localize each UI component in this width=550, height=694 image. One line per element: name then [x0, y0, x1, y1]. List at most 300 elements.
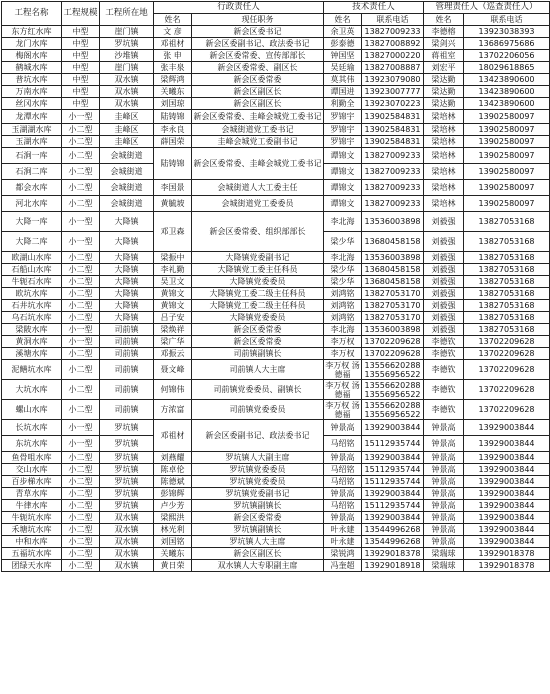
cell-location: 双水镇 — [100, 512, 154, 524]
cell-tech-phone: 13827009233 — [362, 164, 424, 180]
cell-tech-phone: 13827009233 — [362, 196, 424, 212]
cell-location: 罗坑镇 — [100, 452, 154, 464]
cell-location: 双水镇 — [100, 536, 154, 548]
cell-mgmt-name: 李德钦 — [424, 400, 464, 420]
cell-tech-phone: 13827053170 — [362, 312, 424, 324]
cell-mgmt-phone: 13929003844 — [464, 524, 550, 536]
cell-scale: 小二型 — [62, 252, 100, 264]
cell-mgmt-name: 梁剑兴 — [424, 38, 464, 50]
cell-mgmt-name: 梁瑞球 — [424, 548, 464, 560]
cell-admin-name: 陆铸锦 — [154, 110, 192, 124]
cell-name: 丝冈水库 — [2, 98, 62, 110]
subheader-tech-phone: 联系电话 — [362, 14, 424, 26]
cell-name: 东方红水库 — [2, 26, 62, 38]
cell-admin-duty: 新会区委常委、圭峰会城党工委书记 — [192, 148, 324, 180]
cell-admin-duty: 大降镇党委委员 — [192, 312, 324, 324]
cell-tech-phone: 13902584831 — [362, 136, 424, 148]
cell-location: 双水镇 — [100, 548, 154, 560]
cell-scale: 小二型 — [62, 380, 100, 400]
cell-mgmt-name: 刘毅强 — [424, 300, 464, 312]
cell-mgmt-name: 刘毅强 — [424, 252, 464, 264]
cell-scale: 小一型 — [62, 212, 100, 232]
cell-tech-name: 梁少华 — [324, 264, 362, 276]
cell-tech-phone: 13827009233 — [362, 148, 424, 164]
subheader-admin-duty: 现任职务 — [192, 14, 324, 26]
cell-mgmt-name: 李德钦 — [424, 348, 464, 360]
cell-tech-name: 谭国进 — [324, 86, 362, 98]
cell-admin-name: 方浓富 — [154, 400, 192, 420]
cell-mgmt-name: 钟景高 — [424, 536, 464, 548]
cell-admin-name: 邓振云 — [154, 348, 192, 360]
cell-location: 罗坑镇 — [100, 488, 154, 500]
cell-location: 司前镇 — [100, 380, 154, 400]
cell-mgmt-name: 钟景高 — [424, 420, 464, 436]
cell-admin-duty: 新会区副区长 — [192, 98, 324, 110]
table-row — [2, 500, 550, 512]
cell-mgmt-name: 钟景高 — [424, 524, 464, 536]
cell-mgmt-name: 梁培林 — [424, 124, 464, 136]
cell-name: 大降二库 — [2, 232, 62, 252]
cell-location: 会城街道 — [100, 148, 154, 164]
cell-mgmt-phone: 13902580097 — [464, 110, 550, 124]
cell-admin-name: 陈卓伦 — [154, 464, 192, 476]
cell-admin-duty: 新会区委常委、宣传部部长 — [192, 50, 324, 62]
cell-admin-name: 李国景 — [154, 180, 192, 196]
cell-admin-duty: 新会区委书记 — [192, 26, 324, 38]
cell-admin-duty: 罗坑镇副镇长 — [192, 524, 324, 536]
cell-location: 会城街道 — [100, 196, 154, 212]
cell-mgmt-phone: 13827053168 — [464, 288, 550, 300]
cell-name: 乌石坑水库 — [2, 312, 62, 324]
cell-admin-name: 林光利 — [154, 524, 192, 536]
cell-admin-name: 邓祖材 — [154, 38, 192, 50]
cell-tech-name: 钟景高 — [324, 420, 362, 436]
cell-name: 牛轭坑水库 — [2, 512, 62, 524]
table-row — [2, 212, 550, 232]
cell-tech-name: 冯奎超 — [324, 560, 362, 572]
cell-mgmt-name: 梁达勤 — [424, 86, 464, 98]
header-tech: 技术责任人 — [324, 2, 424, 14]
cell-scale: 中型 — [62, 26, 100, 38]
header-scale: 工程规模 — [62, 2, 100, 26]
cell-name: 玉湖水库 — [2, 136, 62, 148]
cell-scale: 小二型 — [62, 500, 100, 512]
cell-location: 大降镇 — [100, 288, 154, 300]
cell-tech-name: 李万权 汤德福 — [325, 400, 360, 419]
cell-tech-name: 余卫英 — [324, 26, 362, 38]
cell-admin-duty: 会城街道党工委委员 — [192, 196, 324, 212]
cell-mgmt-phone: 13929003844 — [464, 452, 550, 464]
table-row — [2, 452, 550, 464]
cell-mgmt-name: 梁达勤 — [424, 74, 464, 86]
cell-scale: 小二型 — [62, 536, 100, 548]
cell-tech-name: 李北海 — [324, 324, 362, 336]
cell-tech-phone: 13929003844 — [362, 452, 424, 464]
cell-admin-duty: 罗坑镇党委委员 — [192, 464, 324, 476]
table-row — [2, 74, 550, 86]
cell-tech-phone: 13929018378 — [362, 548, 424, 560]
cell-admin-duty: 罗坑镇党委委员 — [192, 476, 324, 488]
cell-admin-name: 吴卫文 — [154, 276, 192, 288]
cell-tech-phone: 13827008887 — [362, 62, 424, 74]
cell-location: 罗坑镇 — [100, 420, 154, 436]
table-row — [2, 86, 550, 98]
cell-location: 双水镇 — [100, 98, 154, 110]
cell-mgmt-name: 梁培林 — [424, 164, 464, 180]
cell-tech-phone: 13544996268 — [362, 536, 424, 548]
cell-tech-name: 马绍铭 — [324, 436, 362, 452]
cell-admin-name: 梁焕祥 — [154, 324, 192, 336]
cell-mgmt-name: 刘毅强 — [424, 232, 464, 252]
cell-mgmt-phone: 13827053168 — [464, 264, 550, 276]
cell-tech-phone: 13827053170 — [362, 300, 424, 312]
cell-admin-name: 彭锦辉 — [154, 488, 192, 500]
cell-name: 石涧二库 — [2, 164, 62, 180]
cell-scale: 小二型 — [62, 400, 100, 420]
cell-tech-phone: 13556620288 13556956522 — [362, 380, 424, 400]
cell-mgmt-phone: 13423890600 — [464, 86, 550, 98]
cell-tech-phone: 13702209628 — [362, 348, 424, 360]
cell-mgmt-name: 钟景高 — [424, 452, 464, 464]
cell-scale: 小二型 — [62, 476, 100, 488]
cell-admin-name: 刘国琼 — [154, 98, 192, 110]
cell-mgmt-name: 刘毅强 — [424, 324, 464, 336]
table-row — [2, 288, 550, 300]
cell-mgmt-name: 李德钦 — [424, 360, 464, 380]
cell-admin-duty: 新会区委常委、圭峰会城党工委书记 — [192, 110, 324, 124]
cell-scale: 小二型 — [62, 180, 100, 196]
cell-admin-duty: 司前镇副镇长 — [192, 348, 324, 360]
cell-scale: 小二型 — [62, 548, 100, 560]
cell-name: 中和水库 — [2, 536, 62, 548]
cell-admin-duty: 新会区委常委、组织部部长 — [192, 212, 324, 252]
table-row — [2, 348, 550, 360]
cell-tech-phone: 13536003898 — [362, 324, 424, 336]
cell-mgmt-phone: 13902580097 — [464, 136, 550, 148]
cell-admin-name: 关曦东 — [154, 548, 192, 560]
cell-tech-name: 李万权 — [324, 336, 362, 348]
cell-name: 螺山水库 — [2, 400, 62, 420]
header-location: 工程所在地 — [100, 2, 154, 26]
cell-mgmt-name: 钟景高 — [424, 500, 464, 512]
cell-scale: 中型 — [62, 62, 100, 74]
cell-location: 大降镇 — [100, 300, 154, 312]
cell-admin-name: 聂文峰 — [154, 360, 192, 380]
cell-scale: 小二型 — [62, 136, 100, 148]
cell-mgmt-phone: 13929003844 — [464, 488, 550, 500]
cell-tech-name: 利勤全 — [324, 98, 362, 110]
table-row — [2, 312, 550, 324]
cell-name: 百步梯水库 — [2, 476, 62, 488]
table-row — [2, 524, 550, 536]
cell-name: 万南水库 — [2, 86, 62, 98]
cell-name: 石井坑水库 — [2, 300, 62, 312]
cell-name: 玉湖湖水库 — [2, 124, 62, 136]
cell-mgmt-name: 李德钦 — [424, 380, 464, 400]
cell-name: 河北水库 — [2, 196, 62, 212]
cell-scale: 中型 — [62, 98, 100, 110]
cell-location: 大降镇 — [100, 312, 154, 324]
cell-location: 司前镇 — [100, 324, 154, 336]
cell-location: 大降镇 — [100, 276, 154, 288]
cell-mgmt-name: 刘毅强 — [424, 212, 464, 232]
reservoir-responsibility-table — [1, 1, 550, 572]
cell-admin-duty: 新会区委常委 — [192, 324, 324, 336]
table-body — [2, 26, 550, 572]
cell-mgmt-phone: 13902580097 — [464, 164, 550, 180]
cell-mgmt-name: 梁培林 — [424, 180, 464, 196]
cell-name: 青草水库 — [2, 488, 62, 500]
cell-mgmt-phone: 13929003844 — [464, 464, 550, 476]
cell-mgmt-name: 刘宏平 — [424, 62, 464, 74]
cell-mgmt-phone: 13702206056 — [464, 50, 550, 62]
cell-name: 牛轭石水库 — [2, 276, 62, 288]
cell-scale: 小二型 — [62, 560, 100, 572]
cell-mgmt-phone: 13902580097 — [464, 124, 550, 136]
cell-tech-phone: 13536003898 — [362, 212, 424, 232]
cell-mgmt-phone: 13902580097 — [464, 148, 550, 164]
cell-location: 大降镇 — [100, 252, 154, 264]
cell-location: 司前镇 — [100, 348, 154, 360]
cell-tech-name: 李万权 汤德福 — [325, 380, 360, 399]
cell-admin-name: 梁辉鸿 — [154, 74, 192, 86]
cell-name: 黄洞水库 — [2, 336, 62, 348]
cell-admin-duty: 大降镇党工委主任科员 — [192, 264, 324, 276]
cell-admin-duty: 新会区委副书记、政法委书记 — [192, 420, 324, 452]
cell-name: 欧坑水库 — [2, 288, 62, 300]
cell-tech-name: 梁少华 — [324, 232, 362, 252]
cell-location: 双水镇 — [100, 524, 154, 536]
cell-mgmt-name: 钟景高 — [424, 512, 464, 524]
cell-tech-phone: 13827008892 — [362, 38, 424, 50]
cell-tech-name: 罗锦宇 — [324, 136, 362, 148]
cell-admin-duty: 会城街道人大工委主任 — [192, 180, 324, 196]
subheader-admin-name: 姓名 — [154, 14, 192, 26]
table-row — [2, 98, 550, 110]
cell-tech-phone: 13929018918 — [362, 560, 424, 572]
cell-scale: 中型 — [62, 74, 100, 86]
cell-scale: 小二型 — [62, 264, 100, 276]
cell-name: 牛律水库 — [2, 500, 62, 512]
cell-name: 梁陂水库 — [2, 324, 62, 336]
cell-tech-name: 李北海 — [324, 252, 362, 264]
cell-name: 龙门水库 — [2, 38, 62, 50]
cell-admin-duty: 罗坑镇人大主席 — [192, 536, 324, 548]
cell-admin-name: 张 申 — [154, 50, 192, 62]
cell-admin-name: 梁振中 — [154, 252, 192, 264]
cell-mgmt-name: 刘毅强 — [424, 288, 464, 300]
cell-tech-phone: 13902584831 — [362, 124, 424, 136]
cell-mgmt-name: 钟景高 — [424, 488, 464, 500]
cell-name: 团绿天水库 — [2, 560, 62, 572]
cell-mgmt-phone: 13827053168 — [464, 324, 550, 336]
cell-admin-duty: 罗坑镇人大副主席 — [192, 452, 324, 464]
cell-mgmt-phone: 13929003844 — [464, 500, 550, 512]
cell-admin-duty: 新会区委常委 — [192, 512, 324, 524]
cell-mgmt-phone: 13686975686 — [464, 38, 550, 50]
cell-mgmt-phone: 13902580097 — [464, 196, 550, 212]
table-row — [2, 38, 550, 50]
cell-scale: 小二型 — [62, 312, 100, 324]
cell-tech-name: 罗锦宇 — [324, 124, 362, 136]
cell-tech-phone: 13902584831 — [362, 110, 424, 124]
cell-scale: 小二型 — [62, 464, 100, 476]
cell-tech-phone: 15112935744 — [362, 436, 424, 452]
cell-mgmt-phone: 13827053168 — [464, 232, 550, 252]
cell-mgmt-name: 李德榕 — [424, 26, 464, 38]
cell-admin-duty: 会城街道党工委书记 — [192, 124, 324, 136]
cell-name: 长坑水库 — [2, 420, 62, 436]
cell-admin-name: 黄锦文 — [154, 288, 192, 300]
cell-admin-duty: 新会区副区长 — [192, 86, 324, 98]
cell-admin-name: 关曦东 — [154, 86, 192, 98]
cell-admin-duty: 司前镇人大主席 — [192, 360, 324, 380]
cell-mgmt-phone: 13702209628 — [464, 360, 550, 380]
cell-name: 东坑水库 — [2, 436, 62, 452]
cell-mgmt-name: 梁达勤 — [424, 98, 464, 110]
cell-mgmt-phone: 13929018378 — [464, 548, 550, 560]
cell-tech-phone: 13923079080 — [362, 74, 424, 86]
cell-admin-name: 何锦伟 — [154, 380, 192, 400]
cell-scale: 小二型 — [62, 348, 100, 360]
cell-admin-name: 张丰泉 — [154, 62, 192, 74]
cell-tech-phone: 13556620288 13556956522 — [362, 360, 424, 380]
cell-mgmt-name: 刘毅强 — [424, 312, 464, 324]
cell-admin-name: 李礼勤 — [154, 264, 192, 276]
cell-admin-duty: 新会区委常委 — [192, 336, 324, 348]
cell-admin-duty: 大降镇党委副书记 — [192, 252, 324, 264]
cell-admin-name: 卢少芳 — [154, 500, 192, 512]
subheader-mgmt-name: 姓名 — [424, 14, 464, 26]
cell-admin-name: 刘国铭 — [154, 536, 192, 548]
cell-name: 禾塘坑水库 — [2, 524, 62, 536]
table-row — [2, 252, 550, 264]
cell-mgmt-name: 刘毅强 — [424, 276, 464, 288]
cell-admin-duty: 大降镇党工委二级主任科员 — [192, 288, 324, 300]
cell-scale: 小二型 — [62, 196, 100, 212]
cell-mgmt-phone: 13702209628 — [464, 400, 550, 420]
cell-location: 双水镇 — [100, 86, 154, 98]
cell-name: 龙潭水库 — [2, 110, 62, 124]
cell-mgmt-phone: 13423890600 — [464, 74, 550, 86]
cell-name: 普坑水库 — [2, 74, 62, 86]
table-row — [2, 400, 550, 420]
table-row — [2, 50, 550, 62]
cell-admin-name: 黄锦文 — [154, 300, 192, 312]
cell-location: 罗坑镇 — [100, 436, 154, 452]
table-row — [2, 300, 550, 312]
cell-tech-phone: 13544996268 — [362, 524, 424, 536]
table-row — [2, 548, 550, 560]
cell-tech-name: 钟景高 — [324, 452, 362, 464]
cell-tech-name: 李北海 — [324, 212, 362, 232]
cell-mgmt-phone: 13827053168 — [464, 252, 550, 264]
cell-tech-name: 钟国坚 — [324, 50, 362, 62]
cell-admin-duty: 大降镇党委委员 — [192, 276, 324, 288]
cell-scale: 小一型 — [62, 110, 100, 124]
cell-tech-phone: 13923007777 — [362, 86, 424, 98]
cell-location: 罗坑镇 — [100, 476, 154, 488]
cell-tech-name: 钟景高 — [324, 488, 362, 500]
cell-admin-duty: 圭峰会城党工委副书记 — [192, 136, 324, 148]
table-row — [2, 560, 550, 572]
header-name: 工程名称 — [2, 2, 62, 26]
cell-name: 五福坑水库 — [2, 548, 62, 560]
cell-admin-duty: 双水镇人大专职副主席 — [192, 560, 324, 572]
cell-tech-phone: 13680458158 — [362, 264, 424, 276]
cell-admin-name: 黄日荣 — [154, 560, 192, 572]
cell-tech-name: 彭泰德 — [324, 38, 362, 50]
table-row — [2, 264, 550, 276]
cell-location: 圭峰区 — [100, 124, 154, 136]
table-row — [2, 360, 550, 380]
cell-scale: 小一型 — [62, 324, 100, 336]
cell-mgmt-name: 梁培林 — [424, 196, 464, 212]
cell-mgmt-name: 梁培林 — [424, 136, 464, 148]
cell-tech-name: 李万权 汤德福 — [325, 360, 360, 379]
cell-tech-phone: 13827053170 — [362, 288, 424, 300]
cell-tech-name: 马绍铭 — [324, 464, 362, 476]
cell-mgmt-phone: 13827053168 — [464, 300, 550, 312]
cell-tech-phone: 15112935744 — [362, 464, 424, 476]
cell-location: 罗坑镇 — [100, 38, 154, 50]
cell-mgmt-phone: 13929003844 — [464, 536, 550, 548]
cell-tech-phone: 15112935744 — [362, 476, 424, 488]
cell-admin-duty: 司前镇党委委员、副镇长 — [192, 380, 324, 400]
table-row — [2, 26, 550, 38]
cell-tech-name: 谭锦文 — [324, 196, 362, 212]
subheader-tech-name: 姓名 — [324, 14, 362, 26]
cell-mgmt-phone: 13827053168 — [464, 276, 550, 288]
cell-mgmt-phone: 18029618865 — [464, 62, 550, 74]
cell-tech-name: 刘鸿铭 — [324, 288, 362, 300]
cell-location: 司前镇 — [100, 400, 154, 420]
table-row — [2, 196, 550, 212]
cell-scale: 小二型 — [62, 164, 100, 180]
cell-admin-name: 薛国荣 — [154, 136, 192, 148]
cell-mgmt-phone: 13902580097 — [464, 180, 550, 196]
table-row — [2, 124, 550, 136]
cell-scale: 小二型 — [62, 148, 100, 164]
table-row — [2, 62, 550, 74]
header-mgmt: 管理责任人（巡查责任人） — [424, 2, 550, 14]
table-row — [2, 464, 550, 476]
table-row — [2, 420, 550, 436]
cell-tech-name: 梁锐鸿 — [324, 548, 362, 560]
cell-tech-name: 谭锦文 — [324, 164, 362, 180]
cell-location: 司前镇 — [100, 336, 154, 348]
cell-mgmt-phone: 13929003844 — [464, 420, 550, 436]
cell-mgmt-name: 刘毅强 — [424, 264, 464, 276]
cell-mgmt-phone: 13929003844 — [464, 512, 550, 524]
cell-admin-name: 吕子安 — [154, 312, 192, 324]
cell-mgmt-name: 钟景高 — [424, 464, 464, 476]
cell-name: 大坑水库 — [2, 380, 62, 400]
cell-scale: 小二型 — [62, 452, 100, 464]
cell-name: 泥鳝坑水库 — [2, 360, 62, 380]
cell-scale: 中型 — [62, 50, 100, 62]
cell-admin-duty: 大降镇党工委二级主任科员 — [192, 300, 324, 312]
cell-mgmt-name: 钟景高 — [424, 476, 464, 488]
cell-mgmt-phone: 13929003844 — [464, 436, 550, 452]
table-row — [2, 276, 550, 288]
cell-mgmt-phone: 13827053168 — [464, 212, 550, 232]
cell-scale: 小二型 — [62, 288, 100, 300]
table-row — [2, 324, 550, 336]
cell-tech-phone: 13929003844 — [362, 512, 424, 524]
cell-name: 鱼骨咀水库 — [2, 452, 62, 464]
cell-scale: 小一型 — [62, 436, 100, 452]
